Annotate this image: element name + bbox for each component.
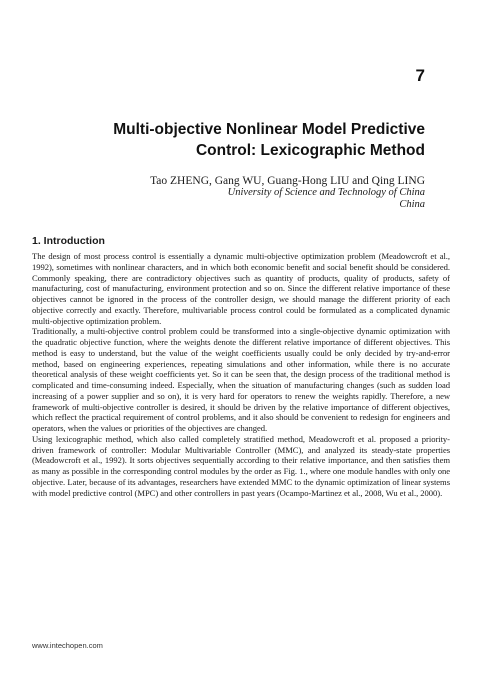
paper-title <box>55 119 425 161</box>
paragraph-1: The design of most process control is essentially a dynamic multi-objective optimization problem (Meadowcroft et al., 1992), sometimes with nonlinear characters, and in which both economic benefit and social benefit should be considered. Commonly speaking, there are contradictory objectives such as quantity of products, quality of products, safety of manufacturing, cost of manufacturing, environment protection and so on. Since the different relative importance of these objectives cannot be ignored in the process of the controller design, we should manage the different priority of each objective correctly and exactly. Therefore, multivariable process control could be formulated as a complicated dynamic multi-objective optimization problem. <box>32 251 450 326</box>
chapter-number: 7 <box>415 66 425 85</box>
body-text <box>32 251 450 498</box>
author-list: Tao ZHENG, Gang WU, Guang-Hong LIU and Qing LING <box>150 175 425 187</box>
affiliation-country: China <box>399 199 425 210</box>
paragraph-2: Traditionally, a multi-objective control problem could be transformed into a single-objective dynamic optimization with the quadratic objective function, where the weights denote the different relative importance of different objectives. This method is easy to understand, but the value of the weight coefficients usually could be only decided by try-and-error method, based on engineering experiences, repeating simulations and other information, while there is no accurate theoretical analysis of these weight coefficients yet. So it can be seen that, the design process of the traditional method is complicated and time-consuming indeed. Especially, when the situation of manufacturing changes (such as sudden load increasing of a power supplier and so on), it is very hard for operators to renew the weights rapidly. Therefore, a new framework of multi-objective controller is desired, it should be driven by the relative importance of different objectives, which reflect the practical requirement of control problems, and it also should be convenient to redesign for engineers and operators, when the values or priorities of the objectives are changed. <box>32 326 450 433</box>
title-line-1: Multi-objective Nonlinear Model Predictive <box>113 121 425 138</box>
section-heading: 1. Introduction <box>32 235 105 247</box>
footer-url: www.intechopen.com <box>32 641 103 650</box>
paragraph-3: Using lexicographic method, which also called completely stratified method, Meadowcroft et al. proposed a priority-driven framework of controller: Modular Multivariable Controller (MMC), and analyzed its steady-state properties (Meadowcroft et al., 1992). It sorts objectives sequentially according to their relative importance, and then satisfies them as many as possible in the corresponding control modules by the order as Fig. 1., where one module handles with only one objective. Later, because of its advantages, researchers have extended MMC to the dynamic optimization of linear systems with model predictive control (MPC) and other controllers in past years (Ocampo-Martinez et al., 2008, Wu et al., 2000). <box>32 433 450 498</box>
title-line-2: Control: Lexicographic Method <box>195 142 425 159</box>
affiliation: University of Science and Technology of China <box>227 187 425 198</box>
